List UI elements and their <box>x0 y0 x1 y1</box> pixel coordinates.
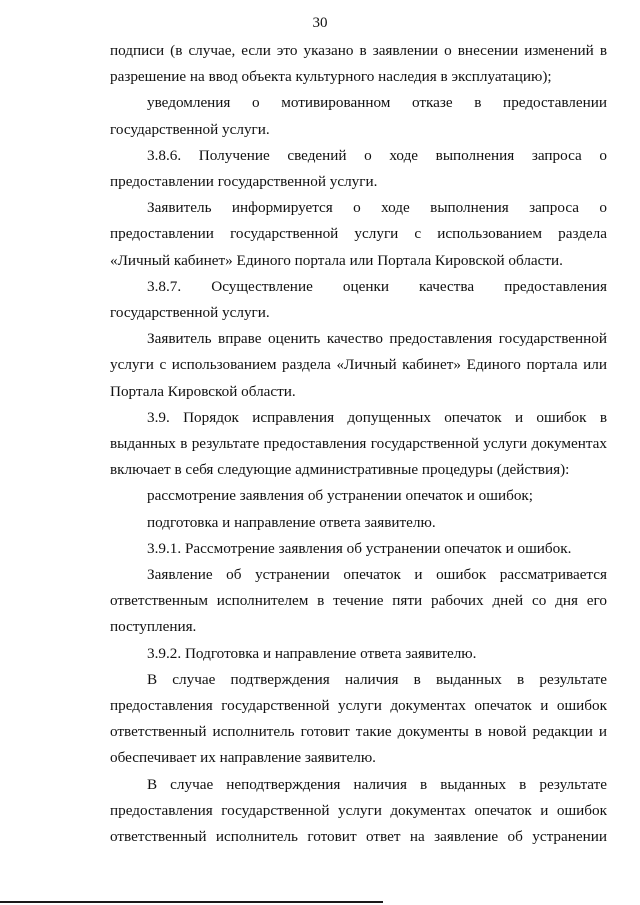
paragraph: 3.8.6. Получение сведений о ходе выполнения запроса о предоставлении государственной услуги. <box>110 146 607 191</box>
bottom-rule <box>0 901 383 903</box>
paragraph: Заявитель информируется о ходе выполнения запроса о предоставлении государственной услуги с использованием раздела «Личный кабинет» Единого портала или Портала Кировской области. <box>110 199 607 269</box>
paragraph: 3.8.7. Осуществление оценки качества предоставления государственной услуги. <box>110 277 607 322</box>
page-number: 30 <box>312 15 328 31</box>
document-body <box>110 38 607 850</box>
paragraph: подготовка и направление ответа заявителю. <box>147 513 436 531</box>
paragraph: Заявление об устранении опечаток и ошибок рассматривается ответственным исполнителем в течение пяти рабочих дней со дня его поступления. <box>110 566 607 636</box>
paragraph: 3.9.1. Рассмотрение заявления об устранении опечаток и ошибок. <box>147 539 572 557</box>
paragraph: Заявитель вправе оценить качество предоставления государственной услуги с использованием раздела «Личный кабинет» Единого портала или Портала Кировской области. <box>110 330 607 400</box>
paragraph: В случае подтверждения наличия в выданных в результате предоставления государственной услуги документах опечаток и ошибок ответственный исполнитель готовит такие документы в новой редакции и обеспечивает их направление заявителю. <box>110 670 607 767</box>
paragraph: рассмотрение заявления об устранении опечаток и ошибок; <box>147 487 534 505</box>
paragraph: 3.9. Порядок исправления допущенных опечаток и ошибок в выданных в результате предоставления государственной услуги документах включает в себя следующие административные процедуры (действия): <box>110 408 607 479</box>
paragraph: 3.9.2. Подготовка и направление ответа заявителю. <box>147 644 477 662</box>
paragraph: В случае неподтверждения наличия в выданных в результате предоставления государственной услуги документах опечаток и ошибок ответственный исполнитель готовит ответ на заявление об устранении <box>110 775 607 846</box>
paragraph: подписи (в случае, если это указано в заявлении о внесении изменений в разрешение на ввод объекта культурного наследия в эксплуатацию); <box>110 42 607 86</box>
paragraph: уведомления о мотивированном отказе в предоставлении государственной услуги. <box>110 94 607 138</box>
